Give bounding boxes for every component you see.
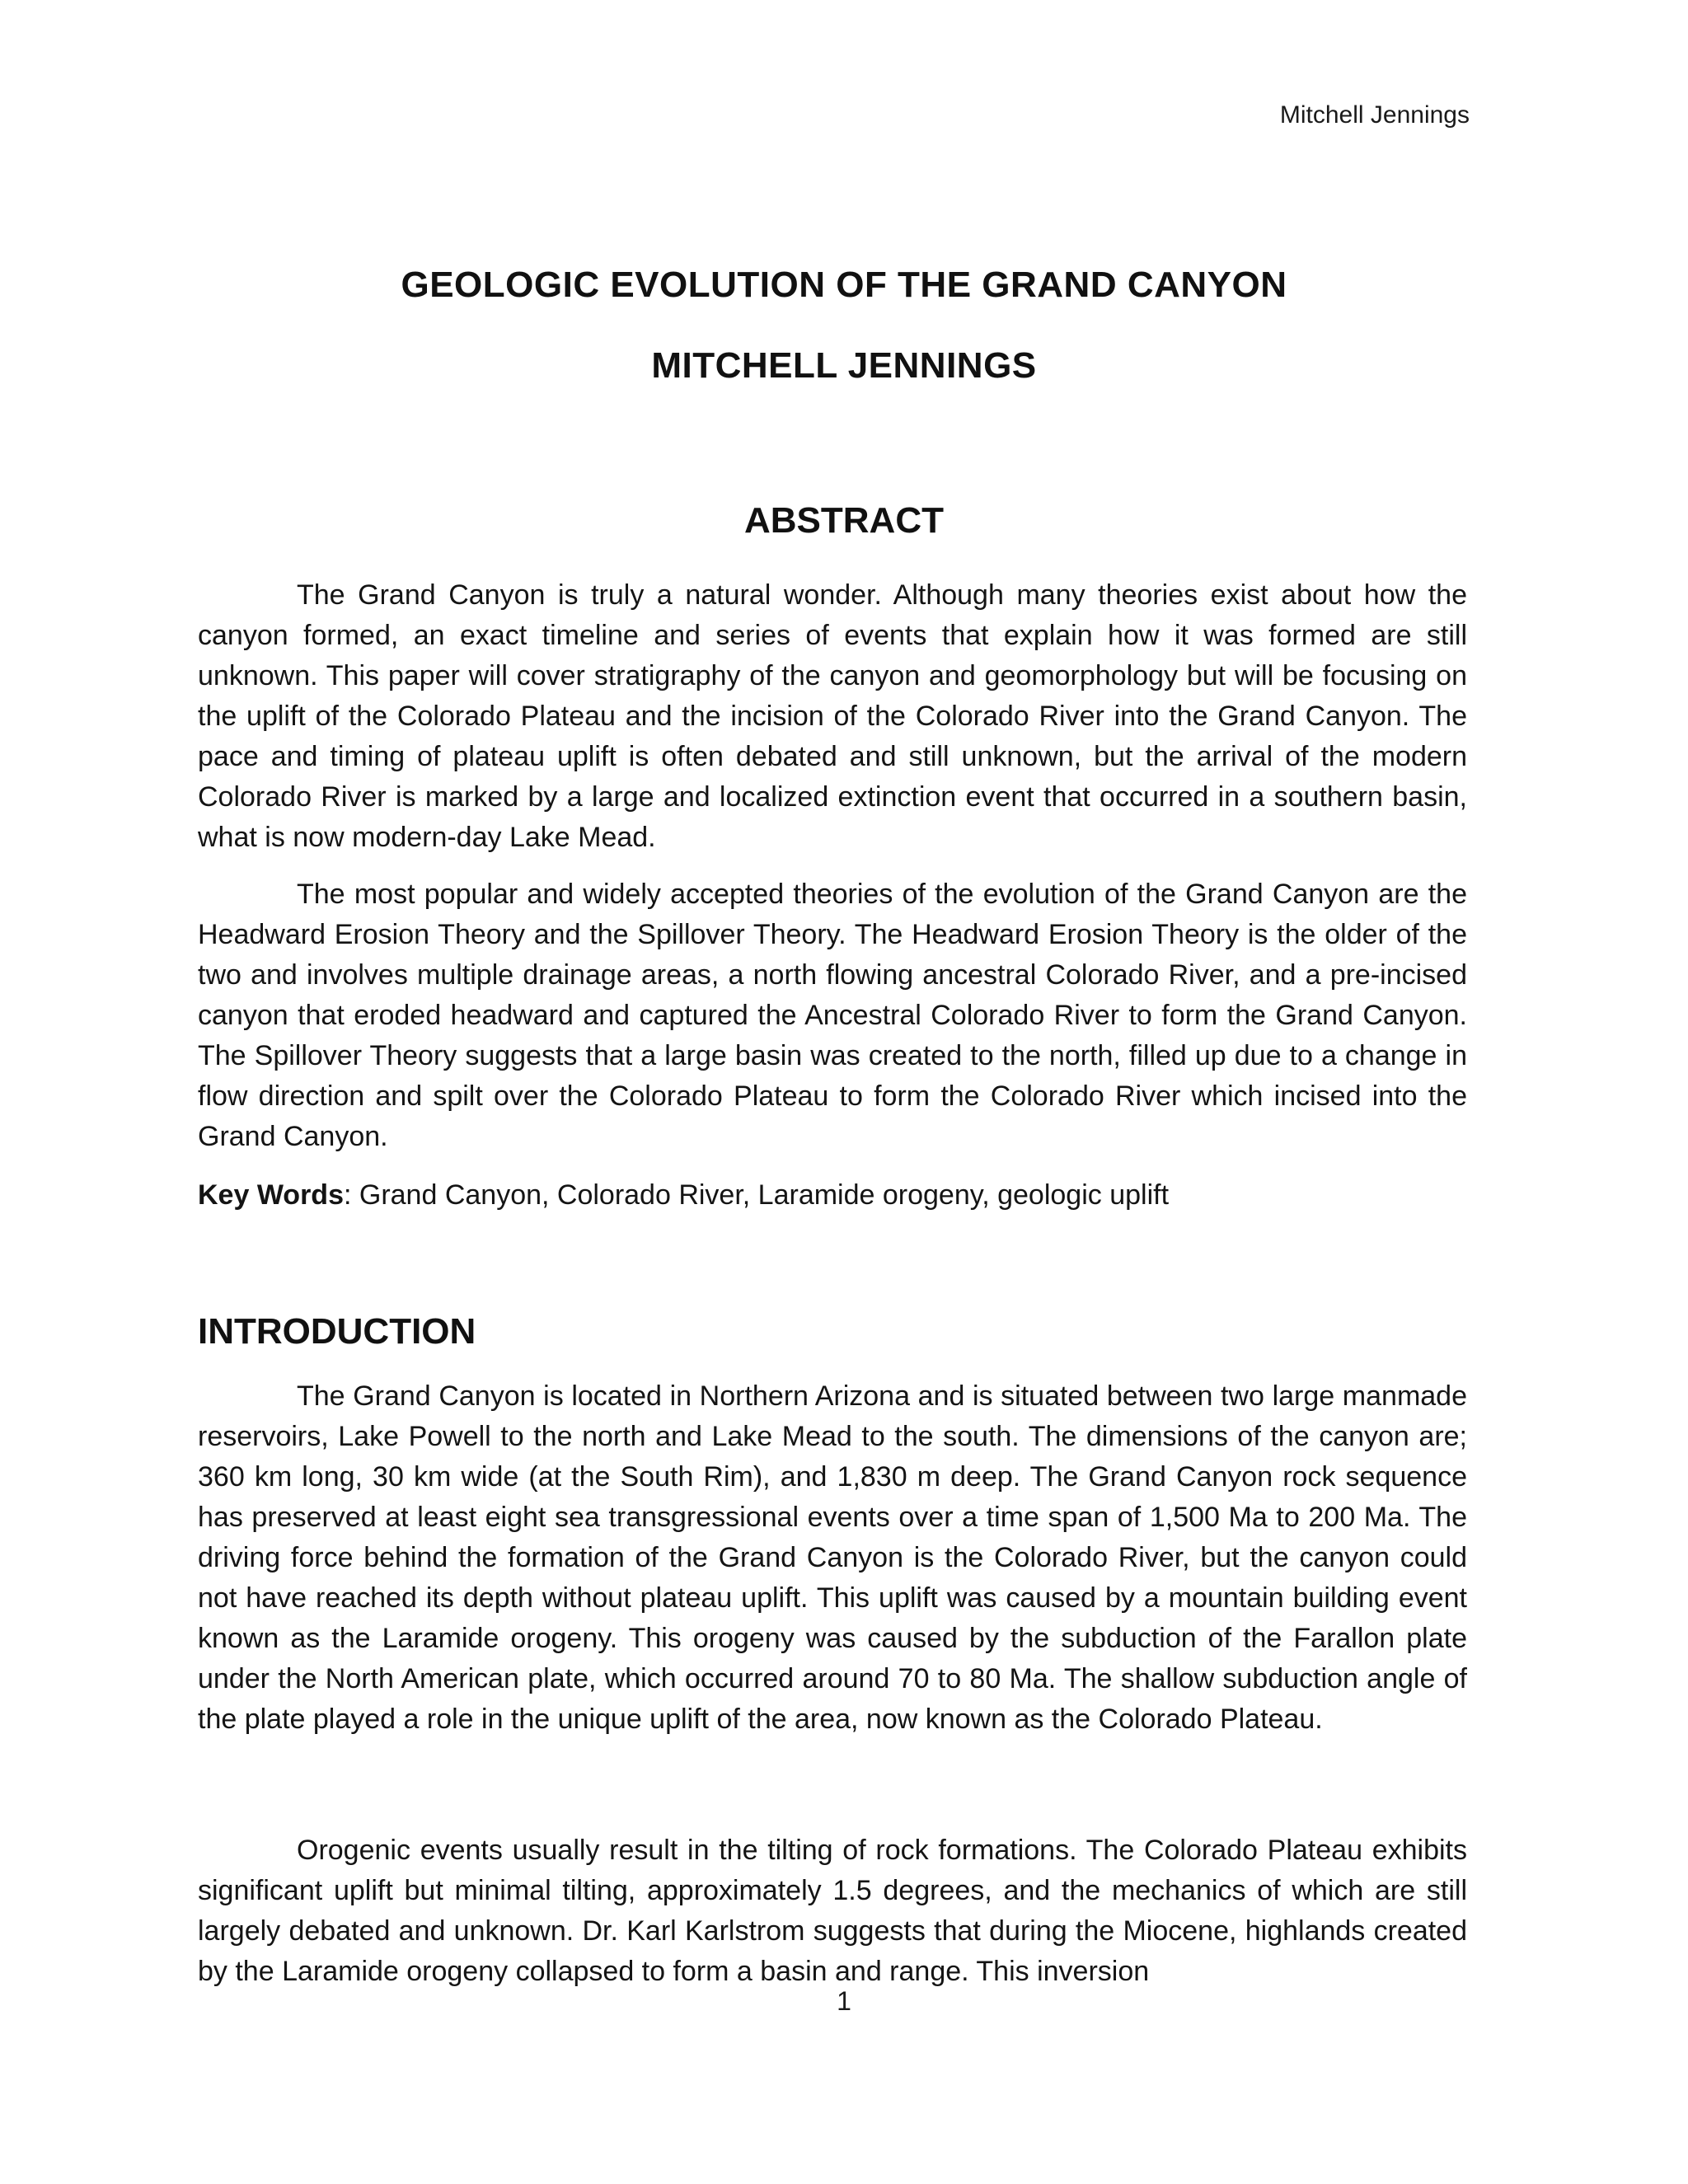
introduction-paragraph-1: The Grand Canyon is located in Northern Arizona and is situated between two large manmade reservoirs, Lake Powell to the north and Lake Mead to the south. The dimensions of the canyon are; 360 km long, 30 km wide (at the South Rim), and 1,830 m deep. The Grand Canyon rock sequence has preserved at least eight sea transgressional events over a time span of 1,500 Ma to 200 Ma. The driving force behind the formation of the Grand Canyon is the Colorado River, but the canyon could not have reached its depth without plateau uplift. This uplift was caused by a mountain building event known as the Laramide orogeny. This orogeny was caused by the subduction of the Farallon plate under the North American plate, which occurred around 70 to 80 Ma. The shallow subduction angle of the plate played a role in the unique uplift of the area, now known as the Colorado Plateau. (198, 1380, 1467, 1735)
introduction-paragraph-2: Orogenic events usually result in the tilting of rock formations. The Colorado Plateau exhibits significant uplift but minimal tilting, approximately 1.5 degrees, and the mechanics of which are still largely debated and unknown. Dr. Karl Karlstrom suggests that during the Miocene, highlands created by the Laramide orogeny collapsed to form a basin and range. This inversion (198, 1835, 1467, 1987)
keywords-label: Key Words (198, 1179, 344, 1211)
abstract-paragraph-2: The most popular and widely accepted theories of the evolution of the Grand Canyon are the Headward Erosion Theory and the Spillover Theory. The Headward Erosion Theory is the older of the two and involves multiple drainage areas, a north flowing ancestral Colorado River, and a pre-incised canyon that eroded headward and captured the Ancestral Colorado River to form the Grand Canyon. The Spillover Theory suggests that a large basin was created to the north, filled up due to a change in flow direction and spilt over the Colorado Plateau to form the Colorado River which incised into the Grand Canyon. (198, 879, 1467, 1152)
introduction-heading: INTRODUCTION (198, 1311, 476, 1352)
abstract-heading: ABSTRACT (744, 500, 944, 541)
running-header-author: Mitchell Jennings (1279, 101, 1470, 129)
page-number: 1 (837, 1986, 851, 2016)
paper-title: GEOLOGIC EVOLUTION OF THE GRAND CANYON (401, 265, 1287, 305)
keywords-text: : Grand Canyon, Colorado River, Laramide orogeny, geologic uplift (343, 1179, 1170, 1211)
keywords-line (198, 1175, 1467, 1216)
paper-author: MITCHELL JENNINGS (651, 345, 1037, 386)
abstract-paragraph-1: The Grand Canyon is truly a natural wonder. Although many theories exist about how the canyon formed, an exact timeline and series of events that explain how it was formed are still unknown. This paper will cover stratigraphy of the canyon and geomorphology but will be focusing on the uplift of the Colorado Plateau and the incision of the Colorado River into the Grand Canyon. The pace and timing of plateau uplift is often debated and still unknown, but the arrival of the modern Colorado River is marked by a large and localized extinction event that occurred in a southern basin, what is now modern-day Lake Mead. (198, 579, 1467, 853)
